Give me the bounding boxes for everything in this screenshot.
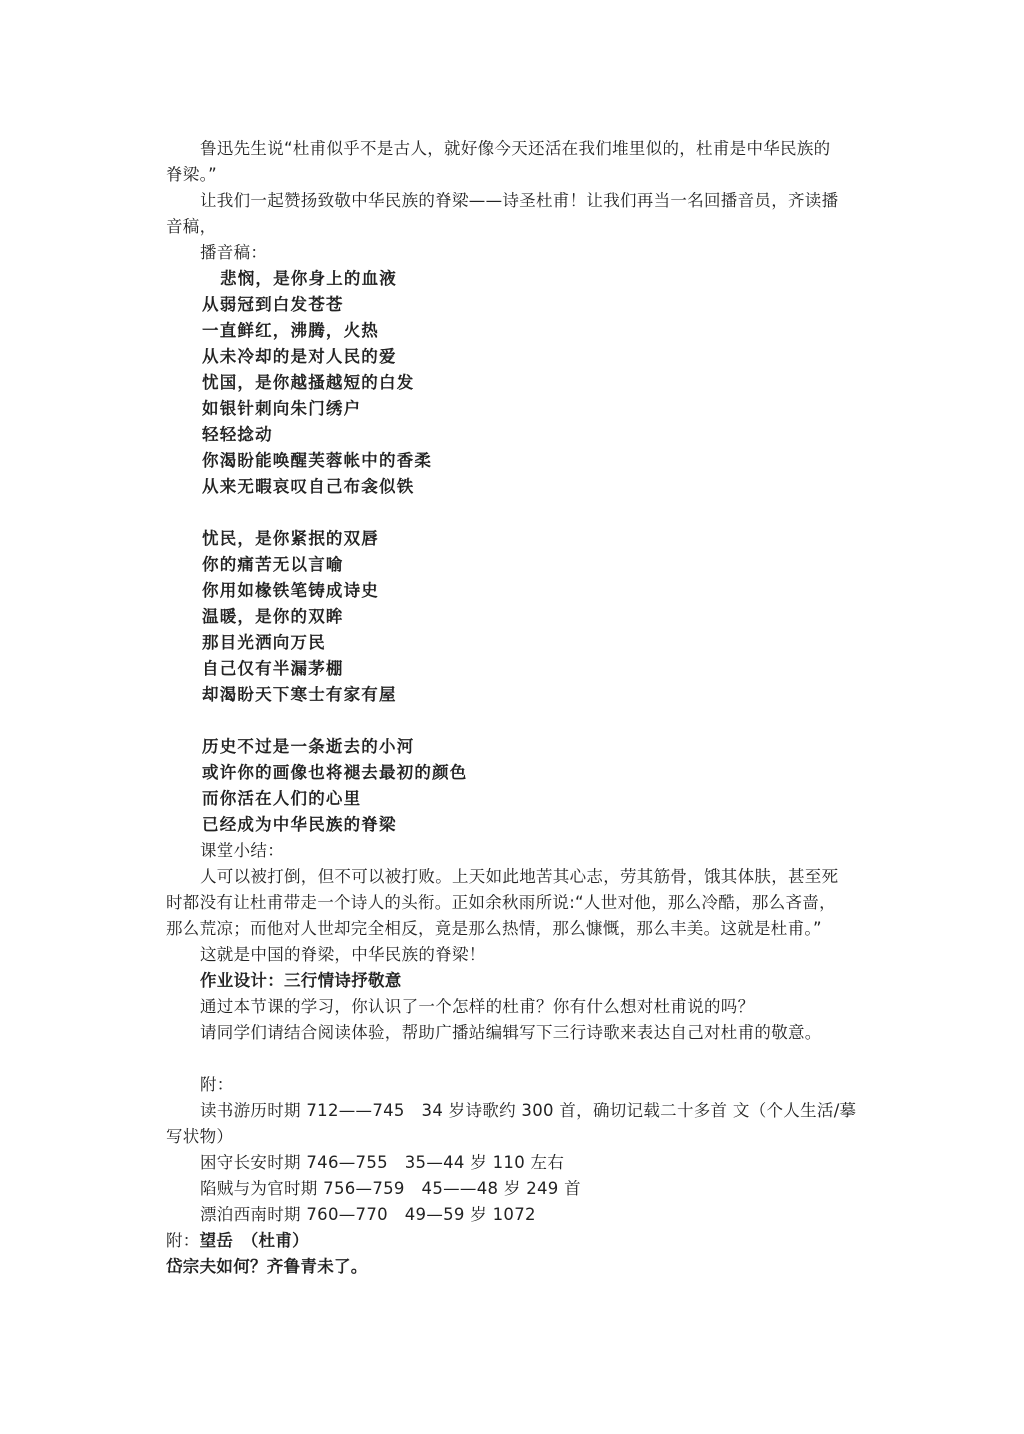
appendix-period-1-line-1: 读书游历时期 712——745 34 岁诗歌约 300 首，确切记载二十多首 文（个人生活/摹 — [200, 1101, 857, 1120]
poem-appendix-label: 附： — [166, 1231, 200, 1250]
poem-line: 忧民，是你紧抿的双唇 — [202, 529, 379, 548]
poem-line: 温暖，是你的双眸 — [202, 607, 344, 626]
poem-line: 忧国，是你越搔越短的白发 — [202, 373, 415, 392]
poem-line: 悲悯，是你身上的血液 — [220, 269, 397, 288]
poem-line: 轻轻捻动 — [202, 425, 273, 444]
intro-quote-line-2: 脊梁。” — [166, 165, 217, 184]
intro-praise-line-1: 让我们一起赞扬致敬中华民族的脊梁——诗圣杜甫！让我们再当一名回播音员，齐读播 — [200, 191, 839, 210]
appendix-period-3: 陷贼与为官时期 756—759 45——48 岁 249 首 — [200, 1179, 581, 1198]
script-label: 播音稿： — [200, 243, 268, 262]
poem-line: 那目光洒向万民 — [202, 633, 326, 652]
poem-line: 你渴盼能唤醒芙蓉帐中的香柔 — [202, 451, 433, 470]
summary-label: 课堂小结： — [200, 841, 284, 860]
poem-appendix-first-line: 岱宗夫如何？齐鲁青未了。 — [166, 1257, 368, 1276]
summary-line-4: 这就是中国的脊梁，中华民族的脊梁！ — [200, 945, 486, 964]
poem-line: 历史不过是一条逝去的小河 — [202, 737, 415, 756]
summary-line-3: 那么荒凉；而他对人世却完全相反，竟是那么热情，那么慷慨，那么丰美。这就是杜甫。” — [166, 919, 822, 938]
poem-line: 已经成为中华民族的脊梁 — [202, 815, 397, 834]
poem-line: 一直鲜红，沸腾，火热 — [202, 321, 379, 340]
poem-appendix-heading — [166, 1228, 866, 1254]
summary-line-1: 人可以被打倒，但不可以被打败。上天如此地苦其心志，劳其筋骨，饿其体肤，甚至死 — [200, 867, 839, 886]
homework-line-2: 请同学们请结合阅读体验，帮助广播站编辑写下三行诗歌来表达自己对杜甫的敬意。 — [200, 1023, 822, 1042]
intro-praise-line-2: 音稿， — [166, 217, 217, 236]
homework-line-1: 通过本节课的学习，你认识了一个怎样的杜甫？你有什么想对杜甫说的吗？ — [200, 997, 755, 1016]
poem-line: 你用如椽铁笔铸成诗史 — [202, 581, 379, 600]
poem-line: 从未冷却的是对人民的爱 — [202, 347, 397, 366]
poem-line: 或许你的画像也将褪去最初的颜色 — [202, 763, 468, 782]
appendix-period-2: 困守长安时期 746—755 35—44 岁 110 左右 — [200, 1153, 565, 1172]
poem-line: 自己仅有半漏茅棚 — [202, 659, 344, 678]
appendix-period-4: 漂泊西南时期 760—770 49—59 岁 1072 — [200, 1205, 536, 1224]
appendix-period-1-line-2: 写状物） — [166, 1127, 234, 1146]
poem-line: 从弱冠到白发苍苍 — [202, 295, 344, 314]
intro-quote-line-1: 鲁迅先生说“杜甫似乎不是古人，就好像今天还活在我们堆里似的，杜甫是中华民族的 — [200, 139, 831, 158]
poem-line: 你的痛苦无以言喻 — [202, 555, 344, 574]
summary-line-2: 时都没有让杜甫带走一个诗人的头衔。正如余秋雨所说:“人世对他，那么冷酷，那么吝啬， — [166, 893, 836, 912]
homework-title: 作业设计：三行情诗抒敬意 — [200, 971, 402, 990]
poem-line: 而你活在人们的心里 — [202, 789, 362, 808]
poem-appendix-title: 望岳 （杜甫） — [199, 1231, 309, 1250]
poem-line: 却渴盼天下寒士有家有屋 — [202, 685, 397, 704]
poem-line: 如银针刺向朱门绣户 — [202, 399, 362, 418]
appendix-label: 附： — [200, 1075, 234, 1094]
poem-line: 从来无暇哀叹自己布衾似铁 — [202, 477, 415, 496]
